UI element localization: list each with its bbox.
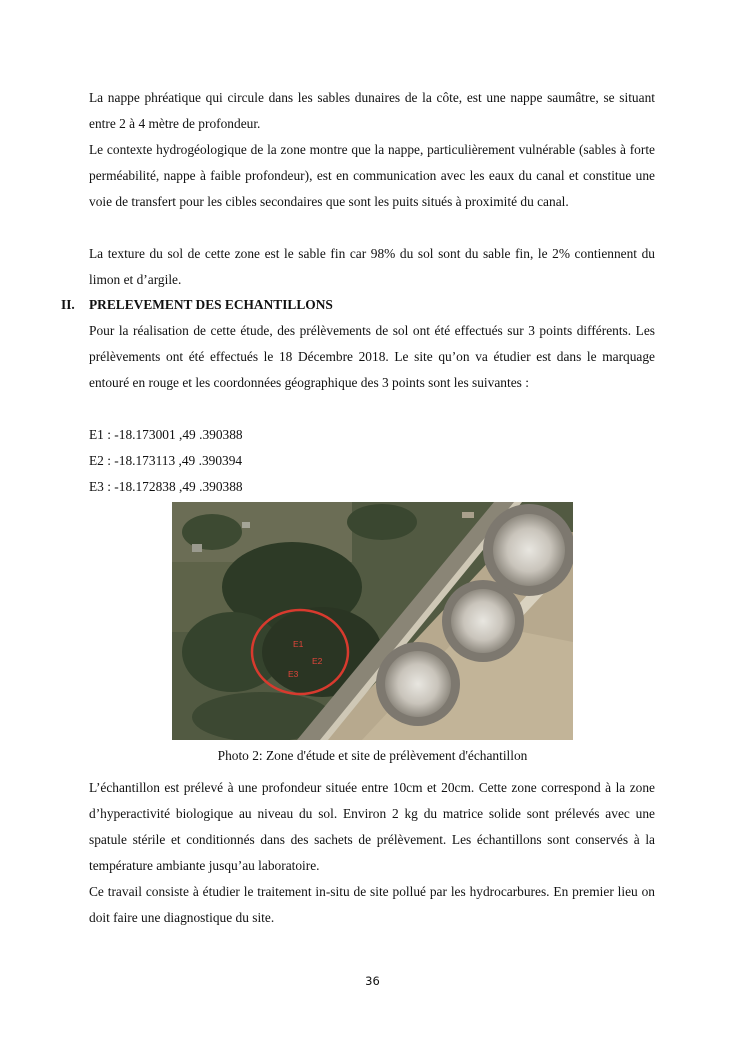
marker-label-e2: E2 — [312, 656, 323, 666]
paragraph-travail: Ce travail consiste à étudier le traitement in-situ de site pollué par les hydrocarbures. En premier lieu on doit faire une diagnostique du site. — [89, 884, 655, 925]
photo-caption: Photo 2: Zone d'étude et site de prélèvement d'échantillon — [217, 748, 528, 763]
paragraph-prelevements: Pour la réalisation de cette étude, des prélèvements de sol ont été effectués sur 3 points différents. Les prélèvements ont été effectués le 18 Décembre 2018. Le site qu’on va étudier est dans le marquage entouré en rouge et les coordonnées géographique des 3 points sont les suivantes : — [89, 323, 655, 390]
paragraph-echantillon: L’échantillon est prélevé à une profondeur située entre 10cm et 20cm. Cette zone correspond à la zone d’hyperactivité biologique au niveau du sol. Environ 2 kg du matrice solide sont prélevés avec une spatule stérile et conditionnés dans des sachets de prélèvement. Les échantillons sont conservés à la température ambiante jusqu’au laboratoire. — [89, 780, 655, 873]
section-number: II. — [61, 297, 75, 312]
coordinate-e1: E1 : -18.173001 ,49 .390388 — [89, 427, 243, 442]
section-heading — [61, 292, 333, 318]
coordinate-e3: E3 : -18.172838 ,49 .390388 — [89, 479, 243, 494]
marker-label-e3: E3 — [288, 669, 299, 679]
page-number: 36 — [365, 974, 380, 988]
marker-label-e1: E1 — [293, 639, 304, 649]
paragraph-hydrogeologie: Le contexte hydrogéologique de la zone montre que la nappe, particulièrement vulnérable (sables à forte perméabilité, nappe à faible profondeur), est en communication avec les eaux du canal et constitue une voie de transfert pour les cibles secondaires que sont les puits situés à proximité du canal. — [89, 142, 655, 209]
coordinate-e2: E2 : -18.173113 ,49 .390394 — [89, 453, 243, 468]
section-title: PRELEVEMENT DES ECHANTILLONS — [89, 297, 333, 312]
paragraph-nappe: La nappe phréatique qui circule dans les sables dunaires de la côte, est une nappe saumâtre, se situant entre 2 à 4 mètre de profondeur. — [89, 90, 655, 131]
paragraph-texture: La texture du sol de cette zone est le sable fin car 98% du sol sont du sable fin, le 2% contiennent du limon et d’argile. — [89, 246, 655, 287]
satellite-photo — [172, 502, 573, 740]
